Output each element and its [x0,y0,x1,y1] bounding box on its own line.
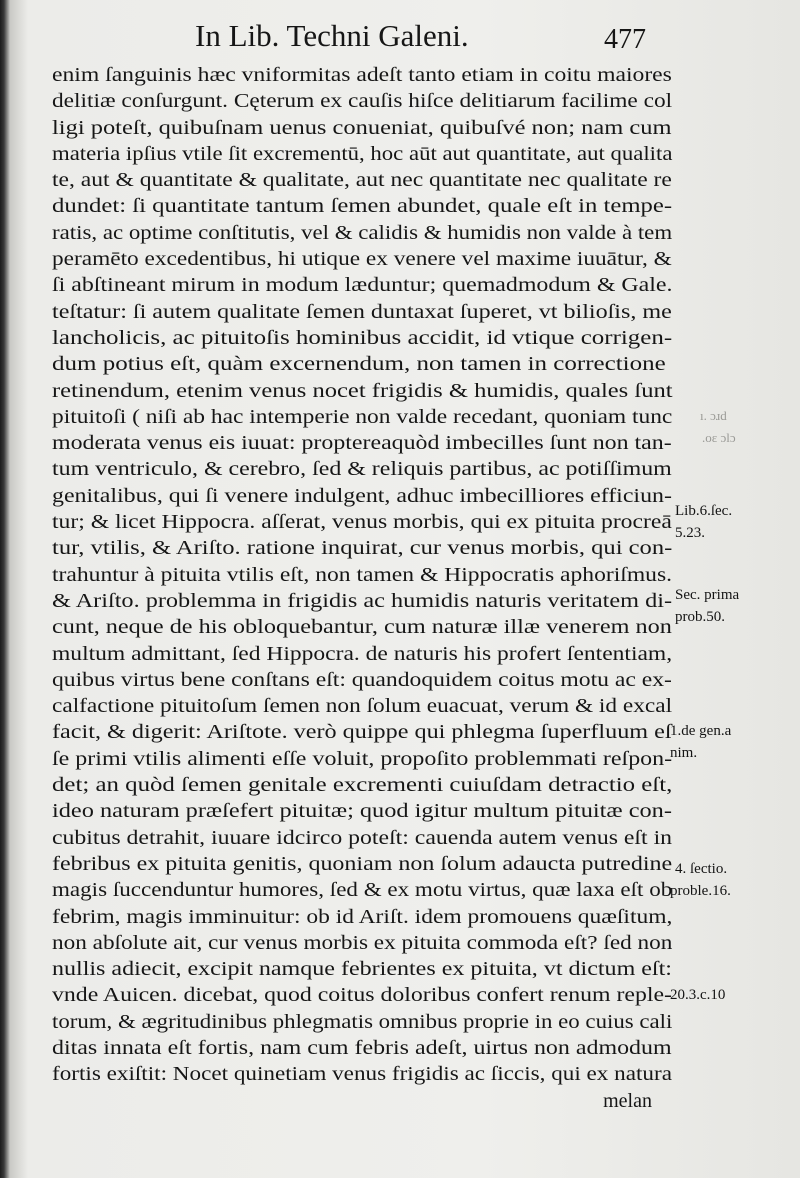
marginal-note: Lib.6.ſec. [675,503,733,519]
text-line: pituitoſi ( niſi ab hac intemperie non valde recedant, quoniam tunc [52,405,673,428]
bleed-through-mark: ı. ɔɹd [700,408,727,423]
page-number: 477 [604,24,646,55]
text-line: ſe primi vtilis alimenti eſſe voluit, propoſito problemmati reſpon- [52,747,673,770]
text-line: ligi poteſt, quibuſnam uenus conueniat, quibuſvé non; nam cum [52,116,672,139]
text-line: quibus virtus bene conſtans eſt: quandoquidem coitus motu ac ex- [52,668,672,691]
text-line: multum admittant, ſed Hippocra. de naturis his profert ſententiam, [52,642,673,665]
text-line: febribus ex pituita genitis, quoniam non ſolum adaucta putredine [52,852,673,875]
page-header [0,14,800,58]
text-line: magis ſuccenduntur humores, ſed & ex motu virtus, quæ laxa eſt ob [52,879,673,902]
text-line: te, aut & quantitate & qualitate, aut nec quantitate nec qualitate re [52,169,672,192]
text-line: calfactione pituitoſum ſemen non ſolum euacuat, verum & id excal [52,695,673,718]
marginal-note: 1.de gen.a [670,723,732,739]
text-line: nullis adiecit, excipit namque febrientes ex pituita, vt dictum eſt: [52,958,672,981]
marginal-note: 4. ſectio. [675,861,728,877]
text-line: cunt, neque de his obloquebantur, cum naturæ illæ venerem non [52,616,672,639]
text-line: ſi abſtineant mirum in modum læduntur; quemadmodum & Gale. [52,274,673,297]
text-line: genitalibus, qui ſi venere indulgent, adhuc imbecilliores efficiun- [52,484,672,507]
bleed-through-mark: .oɛ ɔlɔ [702,430,736,445]
text-line: torum, & ægritudinibus phlegmatis omnibus proprie in eo cuius cali [52,1010,673,1033]
text-line: febrim, magis imminuitur: ob id Ariſt. idem promouens quæſitum, [52,905,673,928]
text-line: delitiæ conſurgunt. Cęterum ex cauſis hiſce delitiarum facilime col [52,90,673,113]
marginal-note: prob.50. [675,609,725,625]
text-line: trahuntur à pituita vtilis eſt, non tamen & Hippocratis aphoriſmus. [52,563,673,586]
running-head: In Lib. Techni Galeni. [195,18,469,53]
text-line: moderata venus eis iuuat: proptereaquòd imbecilles ſunt non tan- [52,432,672,455]
text-line: dundet: ſi quantitate tantum ſemen abundet, quale eſt in tempe- [52,195,673,218]
text-line: ratis, ac optime conſtitutis, vel & calidis & humidis non valde à tem [52,221,673,244]
text-line: retinendum, etenim venus nocet frigidis & humidis, quales ſunt [52,379,673,402]
show-through-text [80,1068,700,1158]
body-text [52,62,672,1114]
text-line: det; an quòd ſemen genitale excrementi cuiuſdam detractio eſt, [52,774,673,797]
text-line: materia ipſius vtile ſit excrementū, hoc aūt aut quantitate, aut qualita [52,142,673,165]
text-line: lancholicis, ac pituitoſis hominibus accidit, id vtique corrigen- [52,326,673,349]
marginal-note: proble.16. [670,883,731,899]
text-line: cubitus detrahit, iuuare idcirco poteſt: cauenda autem venus eſt in [52,826,673,849]
text-line: & Ariſto. problemma in frigidis ac humidis naturis veritatem di- [52,589,673,612]
text-line: ditas innata eſt fortis, nam cum febris adeſt, uirtus non admodum [52,1036,672,1059]
marginal-note: 5.23. [675,525,705,541]
text-line: fortis exiſtit: Nocet quinetiam venus frigidis ac ſiccis, qui ex natura [52,1063,672,1086]
text-line: tur; & licet Hippocra. aſſerat, venus morbis, qui ex pituita procreā [52,511,672,534]
marginal-note: 20.3.c.10 [670,987,726,1003]
text-line: teſtatur: ſi autem qualitate ſemen duntaxat ſuperet, vt bilioſis, me [52,300,672,323]
text-line: non abſolute ait, cur venus morbis ex pituita commoda eſt? ſed non [52,931,673,954]
text-line: peramēto excedentibus, hi utique ex venere vel maxime iuuātur, & [52,248,672,271]
text-line: ideo naturam præſefert pituitæ; quod igitur multum pituitæ con- [52,800,672,823]
marginal-note: nim. [670,745,698,761]
text-line: melan [603,1089,652,1112]
text-line: tum ventriculo, & cerebro, ſed & reliquis partibus, ac potiſſimum [52,458,672,481]
text-line: dum potius eſt, quàm excernendum, non tamen in correctione [52,353,666,376]
marginal-note: Sec. prima [675,587,740,603]
text-line: enim ſanguinis hæc vniformitas adeſt tanto etiam in coitu maiores [52,64,672,86]
text-line: tur, vtilis, & Ariſto. ratione inquirat, cur venus morbis, qui con- [52,537,673,560]
text-line: facit, & digerit: Ariſtote. verò quippe qui phlegma ſuperfluum eſ [52,721,672,744]
text-line: vnde Auicen. dicebat, quod coitus doloribus confert renum reple- [52,984,672,1007]
